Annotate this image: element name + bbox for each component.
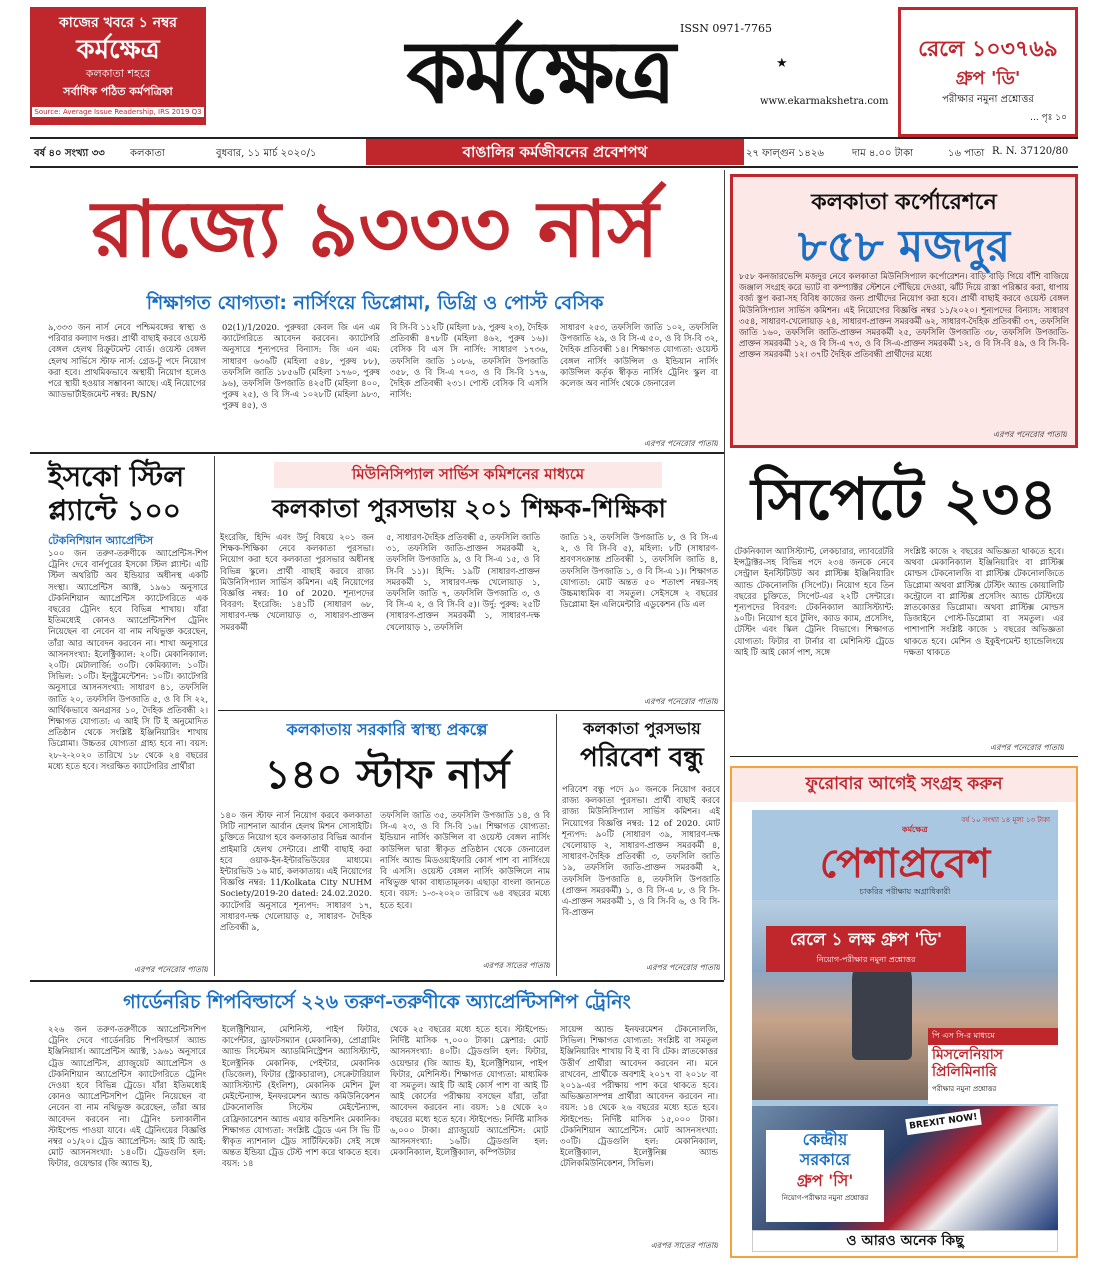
right-promo-title: রেলে ১০৩৭৬৯ (918, 37, 1058, 62)
misc-tag: পি এস সি-র মাধ্যমে (928, 1028, 1058, 1045)
right-promo-desc: পরীক্ষার নমুনা প্রশ্নোত্তর (942, 94, 1034, 105)
brexit-sign: BREXIT NOW! (905, 1109, 981, 1135)
city: কলকাতা (130, 148, 165, 159)
lead-subhead: শিক্ষাগত যোগ্যতা: নার্সিংয়ে ডিপ্লোমা, ডিগ্রি ও পোস্ট বেসিক (146, 292, 604, 314)
kmc-continuation: এরপর পনেরোর পাতায় (993, 430, 1067, 439)
kmc-headline: ৮৫৮ মজদুর (797, 221, 1011, 272)
promo-line1: কলকাতা শহরে (85, 67, 151, 80)
promo-logo: কর্মক্ষেত্র (76, 35, 160, 65)
promo-source: Source: Average Issue Readership, IRS 2019 Q3 (32, 107, 204, 117)
right-promo-box (898, 7, 1078, 137)
central-sub: নিয়োগ-পরীক্ষার নমুনা প্রশ্নোত্তর (781, 1194, 869, 1202)
rail-title: রেলে ১ লক্ষ গ্রুপ 'ডি' (789, 930, 943, 950)
lead-continuation: এরপর পনেরোর পাতায় (644, 439, 718, 448)
dateline-bar (30, 139, 1078, 165)
tagline: বাঙালির কর্মজীবনের প্রবেশপথ (366, 139, 744, 165)
isco-label: টেকনিশিয়ান অ্যাপ্রেন্টিস (48, 534, 154, 547)
isco-divider (214, 456, 215, 976)
cipet-headline: সিপেটে ২৩৪ (751, 465, 1057, 533)
newspaper-logo: কর্মক্ষেত্র (406, 23, 674, 123)
rail-sub: নিয়োগ-পরীক্ষার নমুনা প্রশ্নোত্তর (816, 955, 916, 964)
rn: R. N. 37120/80 (992, 146, 1069, 157)
mag-title: পেশাপ্রবেশ (819, 841, 991, 887)
price: দাম ৪.০০ টাকা (852, 148, 913, 159)
teacher-kicker: মিউনিসিপ্যাল সার্ভিস কমিশনের মাধ্যমে (274, 462, 662, 488)
central-title-2: সরকারে (799, 1150, 851, 1169)
lead-col-2: 02(1)/1/2020. পুরুষরা কেবল জি এন এম ক্যাটেগরিতে আবেদন করবেন। ক্যাটেগরি অনুসারে শূন্যপদের বিন্যাস: জি এন এম: সাধারণ ৬৩৬টি (মহিলা ৫৪৮, পুরুষ ৮৮), তফসিলি জাতি ১৮৫৬টি (মহিলা ১৭৬০, পুরুষ ৯৬), তফসিলি উপজাতি ৪২৫টি (মহিলা ৪০০, পুরুষ ২৫), ও বি সি-এ ১০২৮টি (মহিলা ৯৮৩, পুরুষ ৪৫), ও (222, 322, 380, 411)
lead-col-1: ৯,৩৩৩ জন নার্স নেবে পশ্চিমবঙ্গের স্বাস্থ্য ও পরিবার কল্যাণ দপ্তর। প্রার্থী বাছাই করবে ওয়েস্ট বেঙ্গল হেলথ রিক্রুটমেন্ট বোর্ড। ওয়েস্ট বেঙ্গল হেলথ সার্ভিসে স্টাফ নার্স: গ্রেড-টু পদে নিয়োগ করা হবে। প্রাথমিকভাবে অস্থায়ী নিয়োগ হলেও পরে স্থায়ী হওয়ার সম্ভাবনা আছে। এই নিয়োগের অ্যাডভার্টাইজমেন্ট নম্বর: R/SN/ (48, 322, 206, 400)
kmc-box (730, 174, 1078, 448)
website: www.ekarmakshetra.com (760, 96, 889, 107)
isco-continuation: এরপর পনেরোর পাতায় (134, 965, 208, 974)
cipet-bottom-rule (730, 756, 1078, 757)
cipet-continuation: এরপর পনেরোর পাতায় (990, 743, 1064, 752)
garden-headline: গার্ডেনরিচ শিপবিল্ডার্সে ২২৬ তরুণ-তরুণীকে অ্যাপ্রেন্টিসশিপ ট্রেনিং (123, 991, 631, 1013)
garden-continuation: এরপর সাতের পাতায় (650, 1241, 718, 1250)
bengali-date: ২৭ ফাল্গুন ১৪২৬ (746, 148, 824, 159)
misc-title: মিসলেনিয়াস প্রিলিমিনারি (932, 1047, 1004, 1080)
nurse-kicker: কলকাতায় সরকারি স্বাস্থ্য প্রকল্পে (286, 720, 488, 739)
garden-col-3: থেকে ২৫ বছরের মধ্যে হতে হবে। স্টাইপেন্ড: নির্দিষ্ট মাসিক ৭,০০০ টাকা। ফ্রেশার: মোট আসনসংখ্যা: ৪০টি। ট্রেডগুলি হল: ফিটার, ওয়েল্ডার (জি অ্যান্ড ই), ইলেক্ট্রিশিয়ান, পাইপ ফিটার, মেশিনিস্ট। শিক্ষাগত যোগ্যতা: মাধ্যমিক বা সমতুল। আই টি আই কোর্স পাশ বা আই টি আই কোর্সের পরীক্ষায় বসছেন যাঁরা, তাঁরা আবেদন করবেন না। বয়স: ১৪ থেকে ২০ বছরের মধ্যে হতে হবে। স্টাইপেন্ড: নির্দিষ্ট মাসিক ৬,০০০ টাকা। গ্র্যাজুয়েট অ্যাপ্রেন্টিস: মোট আসনসংখ্যা: ১৬টি। ট্রেডগুলি হল: মেকানিক্যাল, ইলেক্ট্রিক্যাল, কম্পিউটার (390, 1024, 548, 1158)
central-title-1: কেন্দ্রীয় (802, 1130, 848, 1149)
nurse-continuation: এরপর সাতের পাতায় (482, 961, 550, 970)
lead-col-4: সাধারণ ২৫৩, তফসিলি জাতি ১০২, তফসিলি উপজাতি ২৯, ও বি সি-এ ৫০, ও বি সি-বি ৩২, দৈহিক প্রতিবন্ধী ১৪। শিক্ষাগত যোগ্যতা: ওয়েস্ট বেঙ্গল নার্সিং কাউন্সিল ও ইন্ডিয়ান নার্সিং কাউন্সিল কর্তৃক স্বীকৃত নার্সিং ট্রেনিং স্কুল বা কলেজ অব নার্সিং থেকে জেনারেল (560, 322, 718, 389)
isco-headline-2: প্ল্যান্টে ১০০ (48, 494, 181, 527)
date: বুধবার, ১১ মার্চ ২০২০/১ (216, 148, 317, 159)
ad-banner: ফুরোবার আগেই সংগ্রহ করুন (732, 768, 1076, 802)
garden-col-1: ২২৬ জন তরুণ-তরুণীকে অ্যাপ্রেন্টিসশিপ ট্রেনিং দেবে গার্ডেনরিচ শিপবিল্ডার্স অ্যান্ড ইঞ্জিনিয়ার্স। অ্যাপ্রেন্টিস অ্যাক্ট, ১৯৬১ অনুসারে ট্রেড অ্যাপ্রেন্টিস, গ্র্যাজুয়েট অ্যাপ্রেন্টিস ও টেকনিশিয়ান অ্যাপ্রেন্টিস ক্যাটেগরিতে ট্রেনিং দেওয়া হবে বিভিন্ন ট্রেডে। যাঁরা ইতিমধ্যেই কোনও অ্যাপ্রেন্টিসশিপ ট্রেনিং নিয়েছেন বা নেবেন বা নাম নথিভুক্ত করেছেন, তাঁরা আর আবেদন করবেন না। ট্রেনিং চলাকালীন স্টাইপেন্ড পাওয়া যাবে। এই ট্রেনিংয়ের বিজ্ঞপ্তি নম্বর ০১/২০। ট্রেড অ্যাপ্রেন্টিস: আই টি আই: মোট আসনসংখ্যা: ১৪০টি। ট্রেডগুলি হল: ফিটার, ওয়েল্ডার (জি অ্যান্ড ই), (48, 1024, 206, 1169)
garden-top-rule (30, 980, 724, 982)
cipet-col-1: টেকনিক্যাল অ্যাসিস্ট্যান্ট, লেকচারার, ল্যাবরেটরি ইন্সট্রাক্টর-সহ বিভিন্ন পদে ২৩৪ জনকে নেবে সেন্ট্রাল ইনস্টিটিউট অব প্লাস্টিক্স ইঞ্জিনিয়ারিং অ্যান্ড টেকনোলজি (সিপেট)। নিয়োগ হবে তিন বছরের চুক্তিতে, সিপেট-এর ২২টি সেন্টারে। শূন্যপদের বিবরণ: টেকনিক্যাল অ্যাসিস্ট্যান্ট: ৯০টি। নিয়োগ হবে টুলিং, ক্যাড ক্যাম, প্রসেসিং, টেস্টিং এবং স্কিল ট্রেনিং বিভাগে। শিক্ষাগত যোগ্যতা: ফিটার বা টার্নার বা মেশিনিস্ট ট্রেডে আই টি আই কোর্স পাশ, সঙ্গে (734, 546, 894, 657)
right-promo-page: ... পৃঃ ১০ (1030, 113, 1067, 123)
env-body: পরিবেশ বন্ধু পদে ৯০ জনকে নিয়োগ করবে রাজ্য কলকাতা পুরসভা। প্রার্থী বাছাই করবে রাজ্য মিউনিসিপ্যাল সার্ভিস কমিশন। এই নিয়োগের বিজ্ঞপ্তি নম্বর: 12 of 2020. মোট শূন্যপদ: ৯০টি (সাধারণ ৩৯, সাধারণ-দক্ষ খেলোয়াড় ২, সাধারণ-প্রাক্তন সমরকর্মী ৪, সাধারণ-দৈহিক প্রতিবন্ধী ৩, তফসিলি জাতি ১৯, তফসিলি জাতি-প্রাক্তন সমরকর্মী ২, তফসিলি উপজাতি ৪, তফসিলি উপজাতি (প্রাক্তন সমরকর্মী) ১, ও বি সি-এ ৮, ও বি সি-এ-প্রাক্তন সমরকর্মী ১, ও বি সি-বি ৬, ও বি সি-বি-প্রাক্তন (562, 784, 720, 918)
lead-bottom-rule (30, 452, 724, 454)
issn: ISSN 0971-7765 (680, 22, 773, 35)
mag-topline: বর্ষ ১০ সংখ্যা ১৪ মূল্য ১৩ টাকা (961, 816, 1050, 824)
garden-col-4: সায়েন্স অ্যান্ড ইনফরমেশন টেকনোলজি, সিভিল। শিক্ষাগত যোগ্যতা: সংশ্লিষ্ট বা সমতুল ইঞ্জিনিয়ারিং শাখায় বি ই বা বি টেক। স্নাতকোত্তর উত্তীর্ণ প্রার্থীরা আবেদন করবেন না। মনে রাখবেন, প্রার্থীকে অবশ্যই ২০১৭ বা ২০১৮ বা ২০১৯-এর পরীক্ষায় পাশ করে থাকতে হবে। অভিজ্ঞতাসম্পন্ন প্রার্থীরা আবেদন করবেন না। বয়স: ১৪ থেকে ২৬ বছরের মধ্যে হতে হবে। স্টাইপেন্ড: নির্দিষ্ট মাসিক ১৫,০০০ টাকা। টেকনিশিয়ান অ্যাপ্রেন্টিস: মোট আসনসংখ্যা: ৩০টি। ট্রেডগুলি হল: মেকানিক্যাল, ইলেক্ট্রিক্যাল, ইলেক্ট্রনিক্স অ্যান্ড টেলিকমিউনিকেশন, সিভিল। (560, 1024, 718, 1169)
promo-tag: কাজের খবরে ১ নম্বর (58, 15, 178, 31)
env-headline: পরিবেশ বন্ধু (580, 743, 704, 773)
lead-headline: রাজ্যে ৯৩৩৩ নার্স (91, 185, 659, 275)
volume: বর্ষ ৪০ সংখ্যা ৩৩ (34, 148, 105, 159)
rail-box (766, 926, 966, 972)
central-title-3: গ্রুপ 'সি' (796, 1171, 854, 1190)
nurse-col-1: ১৪০ জন স্টাফ নার্স নিয়োগ করবে কলকাতা সিটি ন্যাশনাল আর্বান হেলথ মিশন সোসাইটি। চুক্তিতে নিয়োগ হবে কলকাতার বিভিন্ন আর্বান প্রাইমারি হেলথ সেন্টারে। প্রার্থী বাছাই করা হবে ওয়াক-ইন-ইন্টারভিউয়ের মাধ্যমে। ইন্টারভিউ ১৬ মার্চ, কলকাতায়। এই নিয়োগের বিজ্ঞপ্তি নম্বর: 11/Kolkata City NUHM Society/2019-20 dated: 24.02.2020. ক্যাটেগরি অনুসারে শূন্যপদ: সাধারণ ১৭, সাধারণ-দক্ষ খেলোয়াড় ৫, সাধারণ- দৈহিক প্রতিবন্ধী ৯, (220, 810, 372, 933)
magazine-cover (752, 810, 1058, 1230)
lead-col-3: বি সি-বি ১১২টি (মহিলা ৮৯, পুরুষ ২৩), দৈহিক প্রতিবন্ধী ৪৭৮টি (মহিলা ৪৬২, পুরুষ ১৬)। বেসিক বি এস সি নার্সিং: সাধারণ ১৭৩৬, তফসিলি জাতি ১০৮৬, তফসিলি উপজাতি ৩৫৮, ও বি সি-এ ৭০৩, ও বি সি-বি ১৭৬, দৈহিক প্রতিবন্ধী ২৩১। পোস্ট বেসিক বি এসসি নার্সিং: (390, 322, 548, 400)
mag-tagline: চাকরির পরীক্ষায় অগ্রাধিকারী (859, 887, 951, 896)
promo-box (30, 7, 206, 125)
garden-col-2: ইলেক্ট্রিশিয়ান, মেশিনিস্ট, পাইপ ফিটার, কার্পেন্টার, ড্রাফটসম্যান (মেকানিক), প্রোগ্রামিং অ্যান্ড সিস্টেমস অ্যাডমিনিস্ট্রেশন অ্যাসিস্ট্যান্ট, ইলেক্ট্রনিক মেকানিক, পেইন্টার, মেকানিক (ডিজেল), ফিটার (স্ট্রাকচারাল), সেক্রেটারিয়াল অ্যাসিস্ট্যান্ট (ইংলিশ), মেকানিক মেশিন টুল মেইন্টেন্যান্স, ইনফরমেশন অ্যান্ড কমিউনিকেশন টেকনোলজি সিস্টেম মেইন্টেন্যান্স, রেফ্রিজারেশন অ্যান্ড এয়ার কন্ডিশনিং মেকানিক। শিক্ষাগত যোগ্যতা: সংশ্লিষ্ট ট্রেডে এন সি ভি টি স্বীকৃত ন্যাশনাল ট্রেড সার্টিফিকেট। সেই সঙ্গে অন্তত ইন্ডিয়া ট্রেড টেস্ট পাশ করে থাকতে হবে। বয়স: ১৪ (222, 1024, 380, 1169)
main-column-divider (724, 170, 725, 980)
nurse-col-2: তফসিলি জাতি ৩৫, তফসিলি উপজাতি ১৪, ও বি সি-এ ২৩, ও বি সি-বি ১৬। শিক্ষাগত যোগ্যতা: ইন্ডিয়ান নার্সিং কাউন্সিল বা ওয়েস্ট বেঙ্গল নার্সিং কাউন্সিল দ্বারা স্বীকৃত প্রতিষ্ঠান থেকে জেনারেল নার্সিং অ্যান্ড মিডওয়াইফারি কোর্স পাশ বা নার্সিংয়ে বি এসসি। ওয়েস্ট বেঙ্গল নার্সিং কাউন্সিলে নাম নথিভুক্ত থাকা বাধ্যতামূলক। এছাড়া বাংলা জানতে হবে। বয়স: ১-৩-২০২০ তারিখে ৬৪ বছরের মধ্যে হতে হবে। (380, 810, 550, 910)
teacher-continuation: এরপর পনেরোর পাতায় (644, 697, 718, 706)
teacher-col-1: ইংরেজি, হিন্দি এবং উর্দু বিষয়ে ২০১ জন শিক্ষক-শিক্ষিকা নেবে কলকাতা পুরসভা। নিয়োগ করা হবে কলকাতা পুরসভার অধীনস্থ বিভিন্ন স্কুলে। প্রার্থী বাছাই করবে রাজ্য মিউনিসিপ্যাল সার্ভিস কমিশন। এই নিয়োগের বিজ্ঞপ্তি নম্বর: 10 of 2020. শূন্যপদের বিবরণ: ইংরেজি: ১৪১টি (সাধারণ ৬৮, সাধারণ-দক্ষ খেলোয়াড় ৩, সাধারণ-প্রাক্তন সমরকর্মী (220, 532, 374, 632)
misc-box (928, 1028, 1058, 1104)
env-continuation: এরপর পনেরোর পাতায় (646, 963, 720, 972)
teacher-headline: কলকাতা পুরসভায় ২০১ শিক্ষক-শিক্ষিকা (272, 494, 666, 523)
promo-line2: সর্বাধিক পঠিত কর্মপত্রিকা (63, 85, 173, 98)
ad-bottom-banner: ও আরও অনেক কিছু (752, 1230, 1058, 1252)
misc-sub: পরীক্ষার নমুনা প্রশ্নোত্তর (932, 1085, 997, 1093)
mag-brand: কর্মক্ষেত্র (902, 825, 928, 834)
pages: ১৬ পাতা (948, 148, 985, 159)
teacher-col-2: ৫, সাধারণ-দৈহিক প্রতিবন্ধী ৫, তফসিলি জাতি ৩১, তফসিলি জাতি-প্রাক্তন সমরকর্মী ২, তফসিলি উপজাতি ৯, ও বি সি-এ ১৫, ও বি সি-বি ১১)। হিন্দি: ১৯টি (সাধারণ-প্রাক্তন সমরকর্মী ১, সাধারণ-দক্ষ খেলোয়াড় ১, তফসিলি জাতি ৭, তফসিলি উপজাতি ৩, ও বি সি-এ ২, ও বি সি-বি ৫)। উর্দু: পুরুষ: ২৫টি (সাধারণ-প্রাক্তন সমরকর্মী ১, সাধারণ-দক্ষ খেলোয়াড় ১, তফসিলি (386, 532, 540, 632)
dateline-bottom-rule (30, 166, 1078, 168)
nurse-headline: ১৪০ স্টাফ নার্স (264, 752, 510, 798)
star-ornament: ★ (776, 56, 788, 71)
env-kicker: কলকাতা পুরসভায় (583, 719, 701, 738)
kmc-kicker: কলকাতা কর্পোরেশনে (811, 190, 997, 215)
isco-headline-1: ইসকো স্টিল (48, 460, 185, 493)
right-promo-sub: গ্রুপ 'ডি' (955, 68, 1021, 89)
cipet-col-2: সংশ্লিষ্ট কাজে ২ বছরের অভিজ্ঞতা থাকতে হবে। অথবা মেকানিক্যাল ইঞ্জিনিয়ারিং বা প্লাস্টিক্স মোল্ডস টেকনোলজি বা প্লাস্টিক্স টেকনোলজিতে ডিপ্লোমা অথবা প্লাস্টিক্স টেস্টিং অ্যান্ড কোয়ালিটি কন্ট্রোলে বা প্লাস্টিক্স প্রসেসিং অ্যান্ড টেস্টিংয়ে স্নাতকোত্তর ডিপ্লোমা। অথবা প্লাস্টিক্স মোল্ডস ডিজাইনে পোস্ট-ডিপ্লোমা বা সমতুল। এর পাশাপাশি সংশ্লিষ্ট কাজে ১ বছরের অভিজ্ঞতা থাকতে হবে। মেশিন ও ইকুইপমেন্ট হ্যান্ডেলিংয়ে দক্ষতা থাকতে (904, 546, 1064, 657)
teacher-bottom-rule (218, 710, 724, 711)
teacher-col-3: জাতি ১২, তফসিলি উপজাতি ৮, ও বি সি-এ ২, ও বি সি-বি ৫), মহিলা: ৮টি (সাধারণ-শ্রবণসংক্রান্ত প্রতিবন্ধী ১, তফসিলি জাতি ৪, তফসিলি উপজাতি ১, ও বি সি-এ ১)। শিক্ষাগত যোগ্যতা: মোট অন্তত ৫০ শতাংশ নম্বর-সহ উচ্চমাধ্যমিক বা সমতুল। সেইসঙ্গে ২ বছরের ডিপ্লোমা ইন এলিমেন্টারি এডুকেশন (ডি এল (560, 532, 718, 610)
kmc-body: ৮৫৮ কনজারভেন্সি মজদুর নেবে কলকাতা মিউনিসিপ্যাল কর্পোরেশন। বাড়ি বাড়ি গিয়ে বাঁশি বাজিয়ে জঞ্জাল সংগ্রহ করে ভ্যাট বা কম্প্যাক্টর স্টেশনে পৌঁছিয়ে দেওয়া, ঝাঁট দিয়ে রাস্তা পরিষ্কার করা, ধাপায় বর্জ্য স্তূপ করা-সহ বিবিধ কাজের জন্য প্রার্থীদের নিয়োগ করা হবে। প্রার্থী বাছাই করবে ওয়েস্ট বেঙ্গল মিউনিসিপ্যাল সার্ভিস কমিশন। এই নিয়োগের বিজ্ঞপ্তি নম্বর ১১/২০২০। শূন্যপদের বিন্যাস: সাধারণ ৩৫৪, সাধারণ-খেলোয়াড় ২৪, সাধারণ-প্রাক্তন সমরকর্মী ৬২, সাধারণ-দৈহিক প্রতিবন্ধী ৩৭, তফসিলি জাতি ১৬০, তফসিলি জাতি-প্রাক্তন সমরকর্মী ২৫, তফসিলি উপজাতি ৩৮, তফসিলি উপজাতি-প্রাক্তন সমরকর্মী ১২, ও বি সি-এ ৭৩, ও বি সি-এ-প্রাক্তন সমরকর্মী ১২, ও বি সি-বি ৪৯, ও বি সি-বি-প্রাক্তন সমরকর্মী ১২। ৩৭টি দৈহিক প্রতিবন্ধী প্রার্থীদের মধ্যে (739, 271, 1069, 360)
magazine-ad[interactable] (730, 766, 1078, 1258)
nurse-env-divider (556, 714, 557, 976)
isco-body: ১০০ জন তরুণ-তরুণীকে অ্যাপ্রেন্টিস-শিপ ট্রেনিং দেবে বার্নপুরের ইসকো স্টিল প্ল্যান্ট। এটি স্টিল অথরিটি অব ইন্ডিয়ার অধীনস্থ একটি সংস্থা। অ্যাপ্রেন্টিস অ্যাক্ট, ১৯৬১ অনুসারে টেকনিশিয়ান অ্যাপ্রেন্টিস ক্যাটেগরিতে এক বছরের ট্রেনিং হবে বিভিন্ন শাখায়। যাঁরা ইতিমধ্যেই কোনও অ্যাপ্রেন্টিসশিপ ট্রেনিং নিয়েছেন বা নেবেন বা নাম নথিভুক্ত করেছেন, তাঁরা আর আবেদন করবেন না। শাখা অনুসারে আসনসংখ্যা: ইলেক্ট্রিক্যাল: ২০টি। মেকানিক্যাল: ২০টি। মেটালার্জি: ৩০টি। কেমিক্যাল: ১০টি। সিভিল: ১০টি। ইন্‌স্ট্রুমেন্টেশন: ১০টি। ক্যাটেগরি অনুসারে আসনসংখ্যা: সাধারণ ৪১, তফসিলি জাতি ২০, তফসিলি উপজাতি ৫, ও বি সি ২২, আর্থিকভাবে অনগ্রসর ১০, দৈহিক প্রতিবন্ধী ২। শিক্ষাগত যোগ্যতা: এ আই সি টি ই অনুমোদিত প্রতিষ্ঠান থেকে সংশ্লিষ্ট ইঞ্জিনিয়ারিং শাখায় ডিপ্লোমা। উচ্চতর যোগ্যতা গ্রাহ্য হবে না। বয়স: ২৮-২-২০২০ তারিখে ১৮ থেকে ২৪ বছরের মধ্যে হতে হবে। সংরক্ষিত ক্যাটেগরির প্রার্থীরা (48, 548, 208, 771)
central-box (766, 1130, 884, 1222)
